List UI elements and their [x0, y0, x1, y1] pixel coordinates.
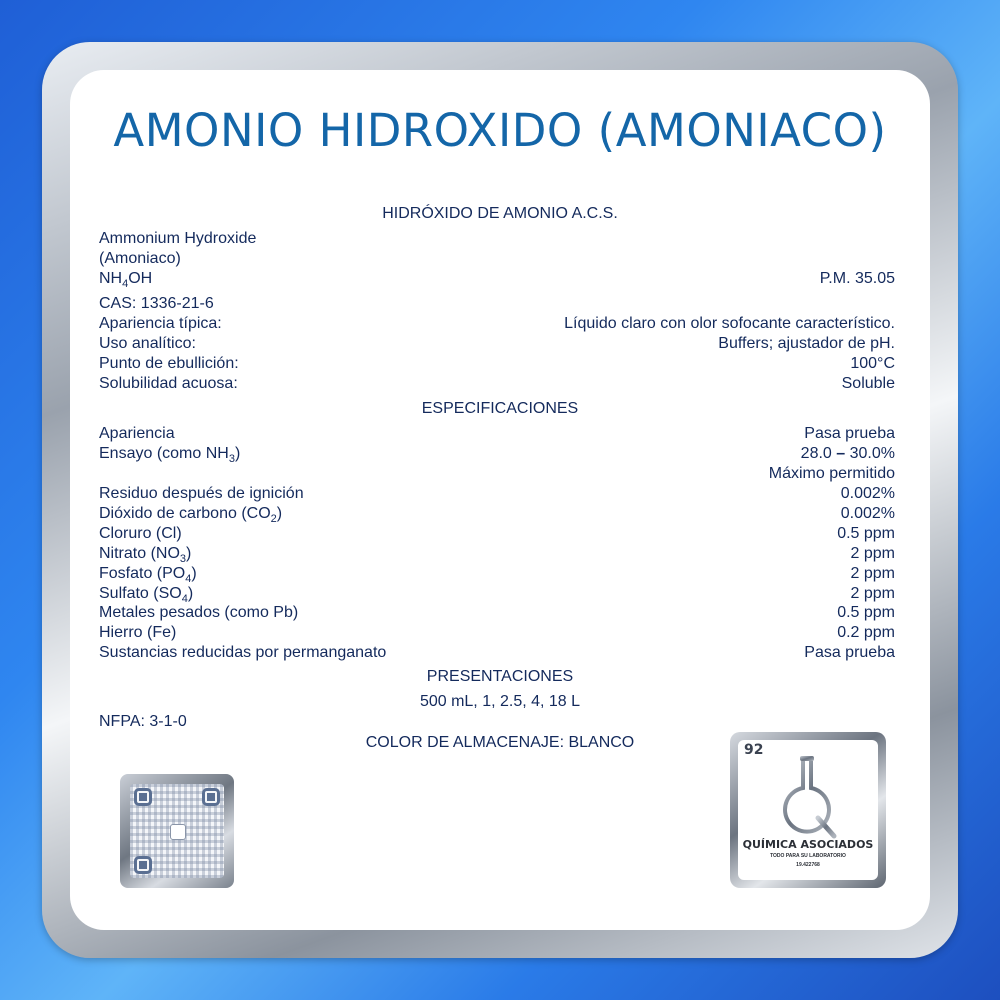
- spec-value: 0.002%: [840, 485, 895, 502]
- logo-tagline: TODO PARA SU LABORATORIO: [770, 853, 846, 859]
- spec-label: Sulfato $(SO_4)$: [99, 585, 194, 605]
- property-label: Uso analítico:: [99, 335, 196, 352]
- spec-label: Apariencia: [99, 425, 175, 442]
- product-name-alt: (Amoniaco): [99, 250, 181, 267]
- storage-color: COLOR DE ALMACENAJE: BLANCO: [365, 734, 635, 751]
- spec-label: Hierro (Fe): [99, 624, 177, 641]
- property-value: 100°C: [850, 355, 895, 372]
- qr-center-logo: [170, 824, 186, 840]
- property-label: Solubilidad acuosa:: [99, 375, 238, 392]
- logo-number: 92: [744, 742, 764, 758]
- spec-value: Pasa prueba: [804, 425, 895, 442]
- logo-company-name: QUÍMICA ASOCIADOS: [742, 838, 874, 851]
- max-allowed-note: Máximo permitido: [768, 465, 895, 482]
- spec-label: Residuo después de ignición: [99, 485, 304, 502]
- cas-number: CAS: 1336-21-6: [99, 295, 214, 312]
- flask-icon: [778, 754, 840, 840]
- product-heading: HIDRÓXIDO DE AMONIO A.C.S.: [382, 205, 618, 222]
- logo-code: 19.422768: [796, 862, 820, 868]
- spec-value: 0.2 ppm: [837, 624, 895, 641]
- page-title: AMONIO HIDROXIDO (AMONIACO): [113, 104, 887, 157]
- spec-label: Cloruro (Cl): [99, 525, 182, 542]
- spec-label: Sustancias reducidas por permanganato: [99, 644, 387, 661]
- property-label: Apariencia típica:: [99, 315, 222, 332]
- spec-value: 2 ppm: [850, 565, 895, 582]
- property-value: Soluble: [841, 375, 895, 392]
- spec-value: Pasa prueba: [804, 644, 895, 661]
- company-logo: [730, 732, 886, 888]
- presentations-heading: PRESENTACIONES: [426, 668, 574, 685]
- presentations-list: 500 mL, 1, 2.5, 4, 18 L: [419, 693, 581, 710]
- qr-finder: [202, 788, 220, 806]
- qr-finder: [134, 788, 152, 806]
- property-label: Punto de ebullición:: [99, 355, 239, 372]
- spec-value: 28.0 – 30.0%: [800, 445, 895, 462]
- property-value: Buffers; ajustador de pH.: [718, 335, 895, 352]
- spec-value: 0.002%: [840, 505, 895, 522]
- spec-value: 2 ppm: [850, 585, 895, 602]
- spec-value: 2 ppm: [850, 545, 895, 562]
- nfpa-rating: NFPA: 3-1-0: [99, 713, 187, 730]
- spec-label: Dióxido de carbono $(CO_2)$: [99, 505, 283, 525]
- qr-finder: [134, 856, 152, 874]
- qr-pattern: [130, 784, 224, 878]
- product-formula: $NH_4OH$: [99, 270, 153, 290]
- spec-label: Nitrato $(NO_3)$: [99, 545, 192, 565]
- property-value: Líquido claro con olor sofocante característico.: [564, 315, 895, 332]
- specs-heading: ESPECIFICACIONES: [421, 400, 579, 417]
- molecular-weight: P.M. 35.05: [819, 270, 895, 287]
- spec-value: 0.5 ppm: [837, 604, 895, 621]
- product-name-en: Ammonium Hydroxide: [99, 230, 257, 247]
- spec-value: 0.5 ppm: [837, 525, 895, 542]
- qr-code[interactable]: [120, 774, 234, 888]
- spec-label: Metales pesados (como Pb): [99, 604, 299, 621]
- spec-label: Ensayo (como $NH_3$): [99, 445, 241, 465]
- spec-label: Fosfato $(PO_4)$: [99, 565, 197, 585]
